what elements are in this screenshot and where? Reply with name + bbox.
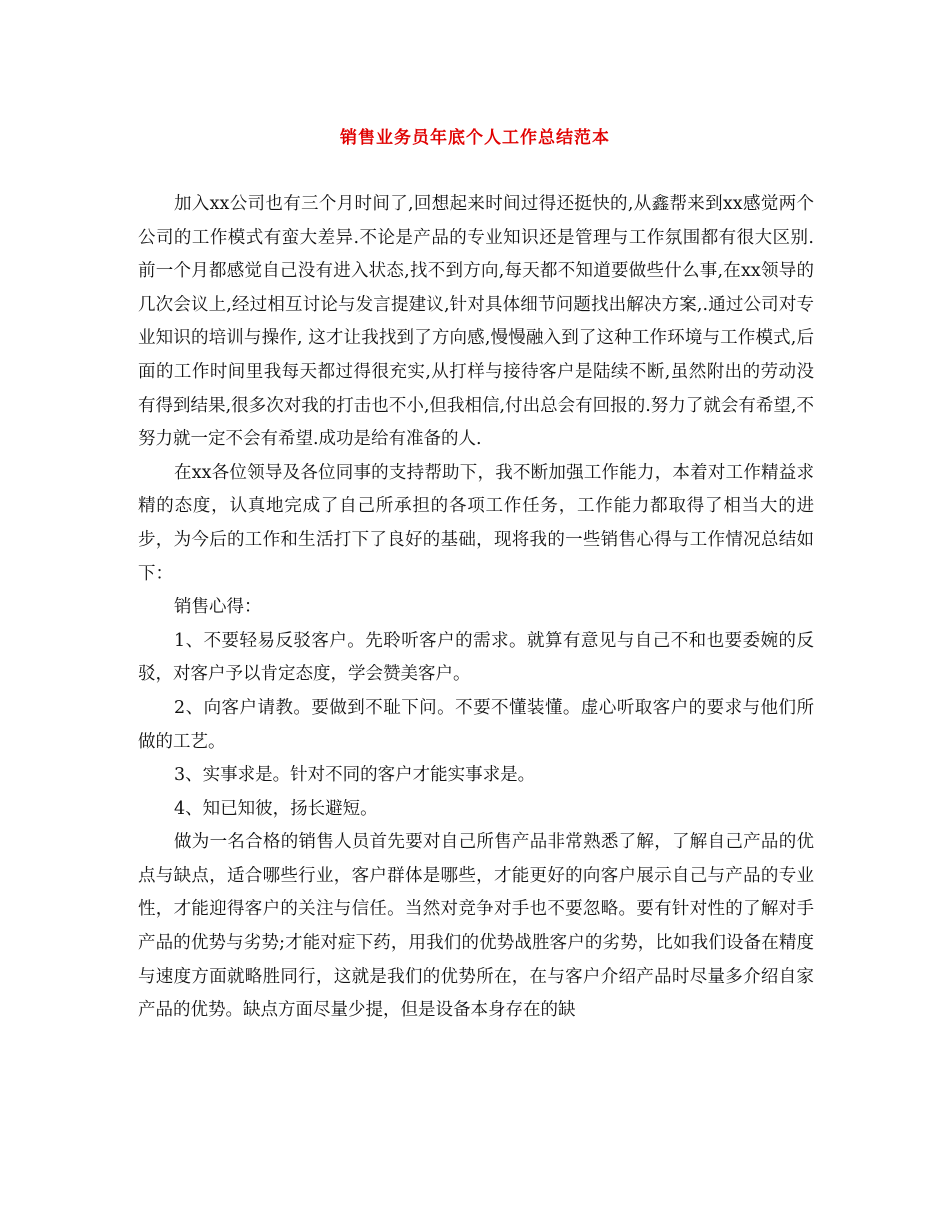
document-title: 销售业务员年底个人工作总结范本	[340, 128, 610, 148]
paragraph-intro: 加入xx公司也有三个月时间了,回想起来时间过得还挺快的,从鑫帮来到xx感觉两个公司的工作模式有蛮大差异.不论是产品的专业知识还是管理与工作氛围都有很大区别.前一个月都感觉自己没有进入状态,找不到方向,每天都不知道要做些什么事,在xx领导的几次会议上,经过相互讨论与发言提建议,针对具体细节问题找出解决方案,.通过公司对专业知识的培训与操作, 这才让我找到了方向感,慢慢融入到了这种工作环境与工作模式,后面的工作时间里我每天都过得很充实,从打样与接待客户是陆续不断,虽然附出的劳动没有得到结果,很多次对我的打击也不小,但我相信,付出总会有回报的.努力了就会有希望,不努力就一定不会有希望.成功是给有准备的人.	[138, 194, 814, 450]
paragraph-tip-1: 1、不要轻易反驳客户。先聆听客户的需求。就算有意见与自己不和也要委婉的反驳，对客户予以肯定态度，学会赞美客户。	[138, 630, 814, 685]
paragraph-tip-2: 2、向客户请教。要做到不耻下问。不要不懂装懂。虚心听取客户的要求与他们所做的工艺。	[138, 697, 814, 752]
paragraph-product-knowledge: 做为一名合格的销售人员首先要对自己所售产品非常熟悉了解，了解自己产品的优点与缺点，适合哪些行业，客户群体是哪些，才能更好的向客户展示自己与产品的专业性，才能迎得客户的关注与信任。当然对竞争对手也不要忽略。要有针对性的了解对手产品的优势与劣势;才能对症下药，用我们的优势战胜客户的劣势，比如我们设备在精度与速度方面就略胜同行，这就是我们的优势所在，在与客户介绍产品时尽量多介绍自家产品的优势。缺点方面尽量少提，但是设备本身存在的缺	[138, 832, 814, 1021]
paragraph-tip-4: 4、知已知彼，扬长避短。	[174, 798, 378, 819]
document-body	[138, 188, 814, 1028]
paragraph-sales-heading: 销售心得：	[174, 597, 262, 618]
paragraph-summary-lead: 在xx各位领导及各位同事的支持帮助下，我不断加强工作能力，本着对工作精益求精的态度，认真地完成了自己所承担的各项工作任务，工作能力都取得了相当大的进步，为今后的工作和生活打下了良好的基础，现将我的一些销售心得与工作情况总结如下：	[138, 462, 814, 584]
paragraph-tip-3: 3、实事求是。针对不同的客户才能实事求是。	[174, 765, 536, 786]
